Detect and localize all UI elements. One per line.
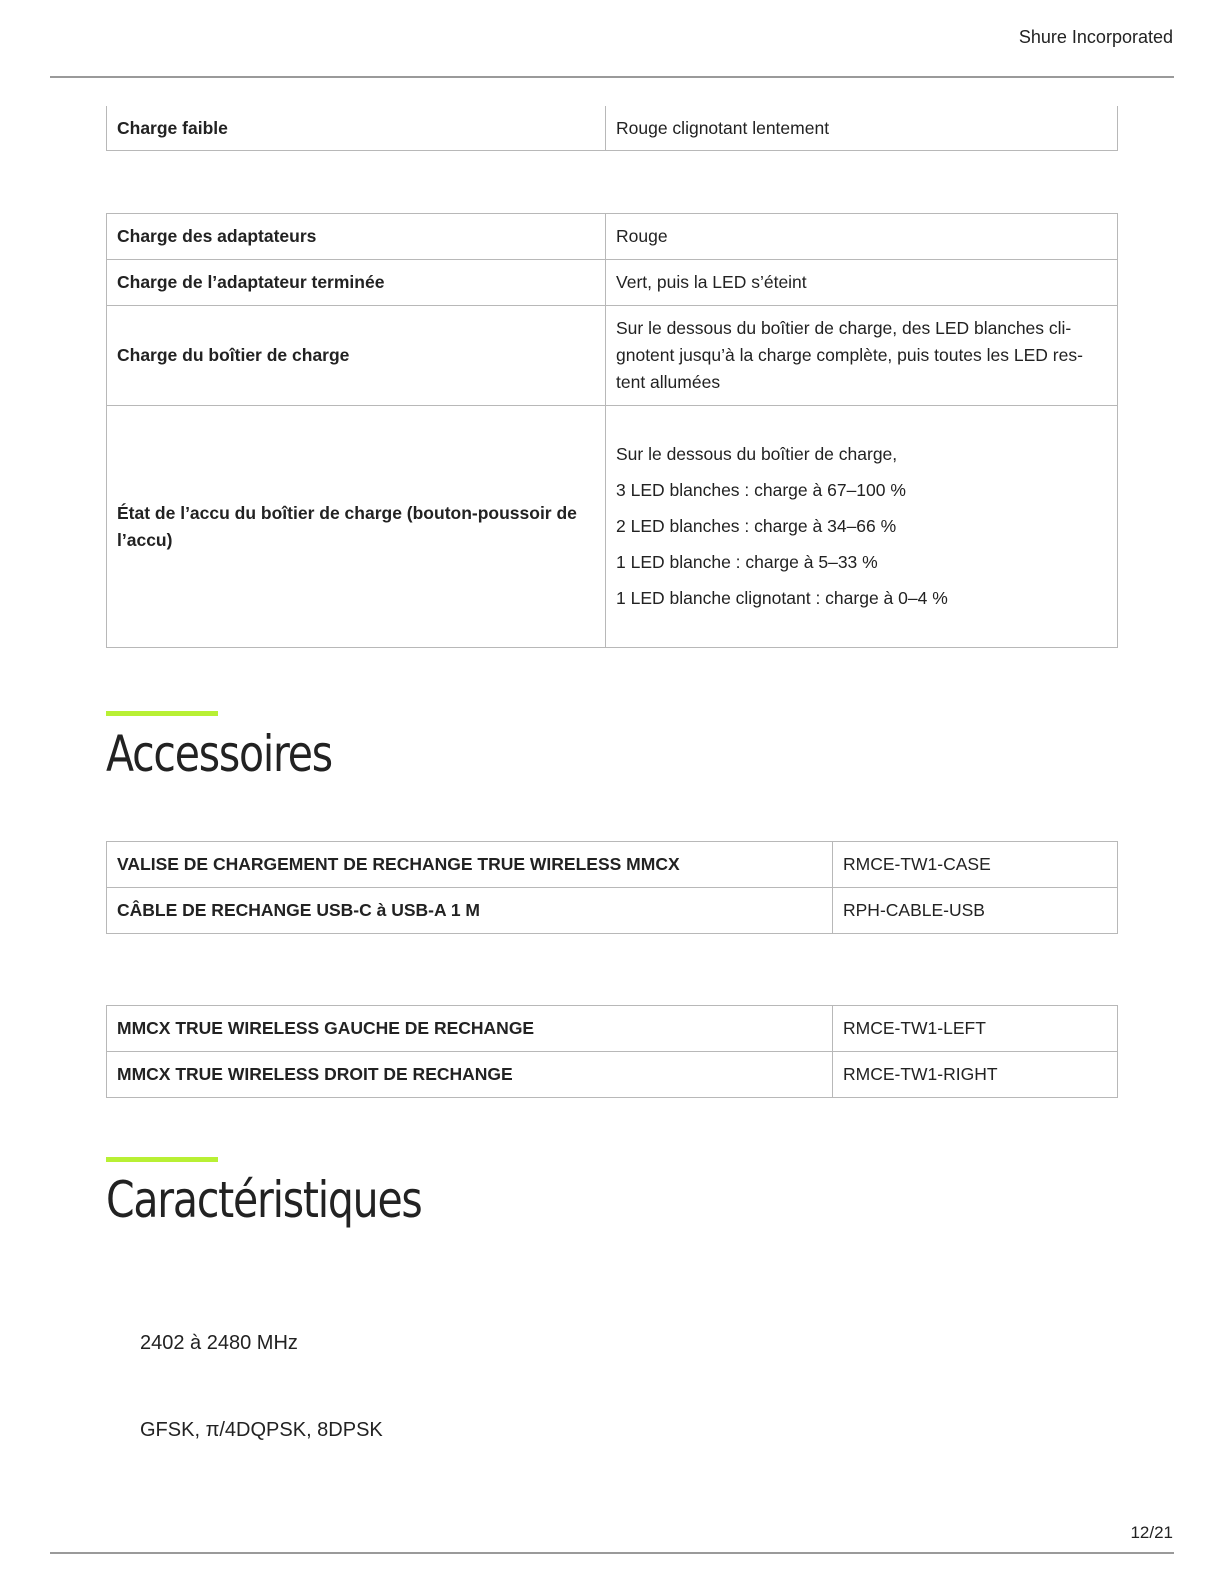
table-row	[107, 260, 1118, 306]
footer-rule	[50, 1552, 1174, 1554]
accessories-table-replacement	[106, 1005, 1118, 1098]
led-state-label: État de l’accu du boîtier de charge (bouton-poussoir de l’accu)	[107, 406, 606, 648]
table-row	[107, 842, 1118, 888]
specifications-title: Caractéristiques	[106, 1171, 422, 1229]
led-state-label: Charge des adaptateurs	[107, 214, 606, 260]
led-state-value: Rouge clignotant lentement	[606, 106, 1118, 151]
accessories-table	[106, 841, 1118, 934]
accessories-section-heading	[106, 711, 381, 782]
heading-accent-bar	[106, 1157, 218, 1162]
table-row	[107, 214, 1118, 260]
table-row	[107, 106, 1118, 151]
accessories-title: Accessoires	[106, 725, 332, 783]
header-company: Shure Incorporated	[1018, 27, 1173, 47]
led-state-label: Charge de l’adaptateur terminée	[107, 260, 606, 306]
page-number: 12/21	[1130, 1523, 1173, 1542]
led-status-table-continued	[106, 106, 1118, 151]
led-state-value: Rouge	[606, 214, 1118, 260]
led-state-value	[606, 406, 1118, 648]
table-row	[107, 888, 1118, 934]
led-state-value: Vert, puis la LED s’éteint	[606, 260, 1118, 306]
spec-modulation: GFSK, π/4DQPSK, 8DPSK	[140, 1419, 383, 1441]
heading-accent-bar	[106, 711, 218, 716]
accessory-name: VALISE DE CHARGEMENT DE RECHANGE TRUE WIRELESS MMCX	[107, 842, 833, 888]
table-row	[107, 1052, 1118, 1098]
led-state-line: 1 LED blanche clignotant : charge à 0–4 %	[616, 588, 948, 608]
header-rule	[50, 76, 1174, 78]
table-row	[107, 1006, 1118, 1052]
led-state-label: Charge faible	[107, 106, 606, 151]
accessory-part-number: RMCE-TW1-CASE	[833, 842, 1118, 888]
led-status-table	[106, 213, 1118, 648]
accessory-part-number: RPH-CABLE-USB	[833, 888, 1118, 934]
accessory-name: CÂBLE DE RECHANGE USB-C à USB-A 1 M	[107, 888, 833, 934]
accessory-part-number: RMCE-TW1-RIGHT	[833, 1052, 1118, 1098]
spec-frequency-range: 2402 à 2480 MHz	[140, 1332, 298, 1354]
led-state-line: 3 LED blanches : charge à 67–100 %	[616, 480, 906, 500]
led-state-line: 1 LED blanche : charge à 5–33 %	[616, 552, 878, 572]
led-state-line: 2 LED blanches : charge à 34–66 %	[616, 516, 897, 536]
table-row	[107, 306, 1118, 406]
accessory-part-number: RMCE-TW1-LEFT	[833, 1006, 1118, 1052]
led-state-label: Charge du boîtier de charge	[107, 306, 606, 406]
accessory-name: MMCX TRUE WIRELESS GAUCHE DE RECHANGE	[107, 1006, 833, 1052]
led-state-value: Sur le dessous du boîtier de charge, des LED blanches cli-gnotent jusqu’à la charge complète, puis toutes les LED res-tent allumées	[606, 306, 1118, 406]
table-row	[107, 406, 1118, 648]
accessory-name: MMCX TRUE WIRELESS DROIT DE RECHANGE	[107, 1052, 833, 1098]
led-state-line: Sur le dessous du boîtier de charge,	[616, 444, 898, 464]
specifications-section-heading	[106, 1157, 491, 1228]
